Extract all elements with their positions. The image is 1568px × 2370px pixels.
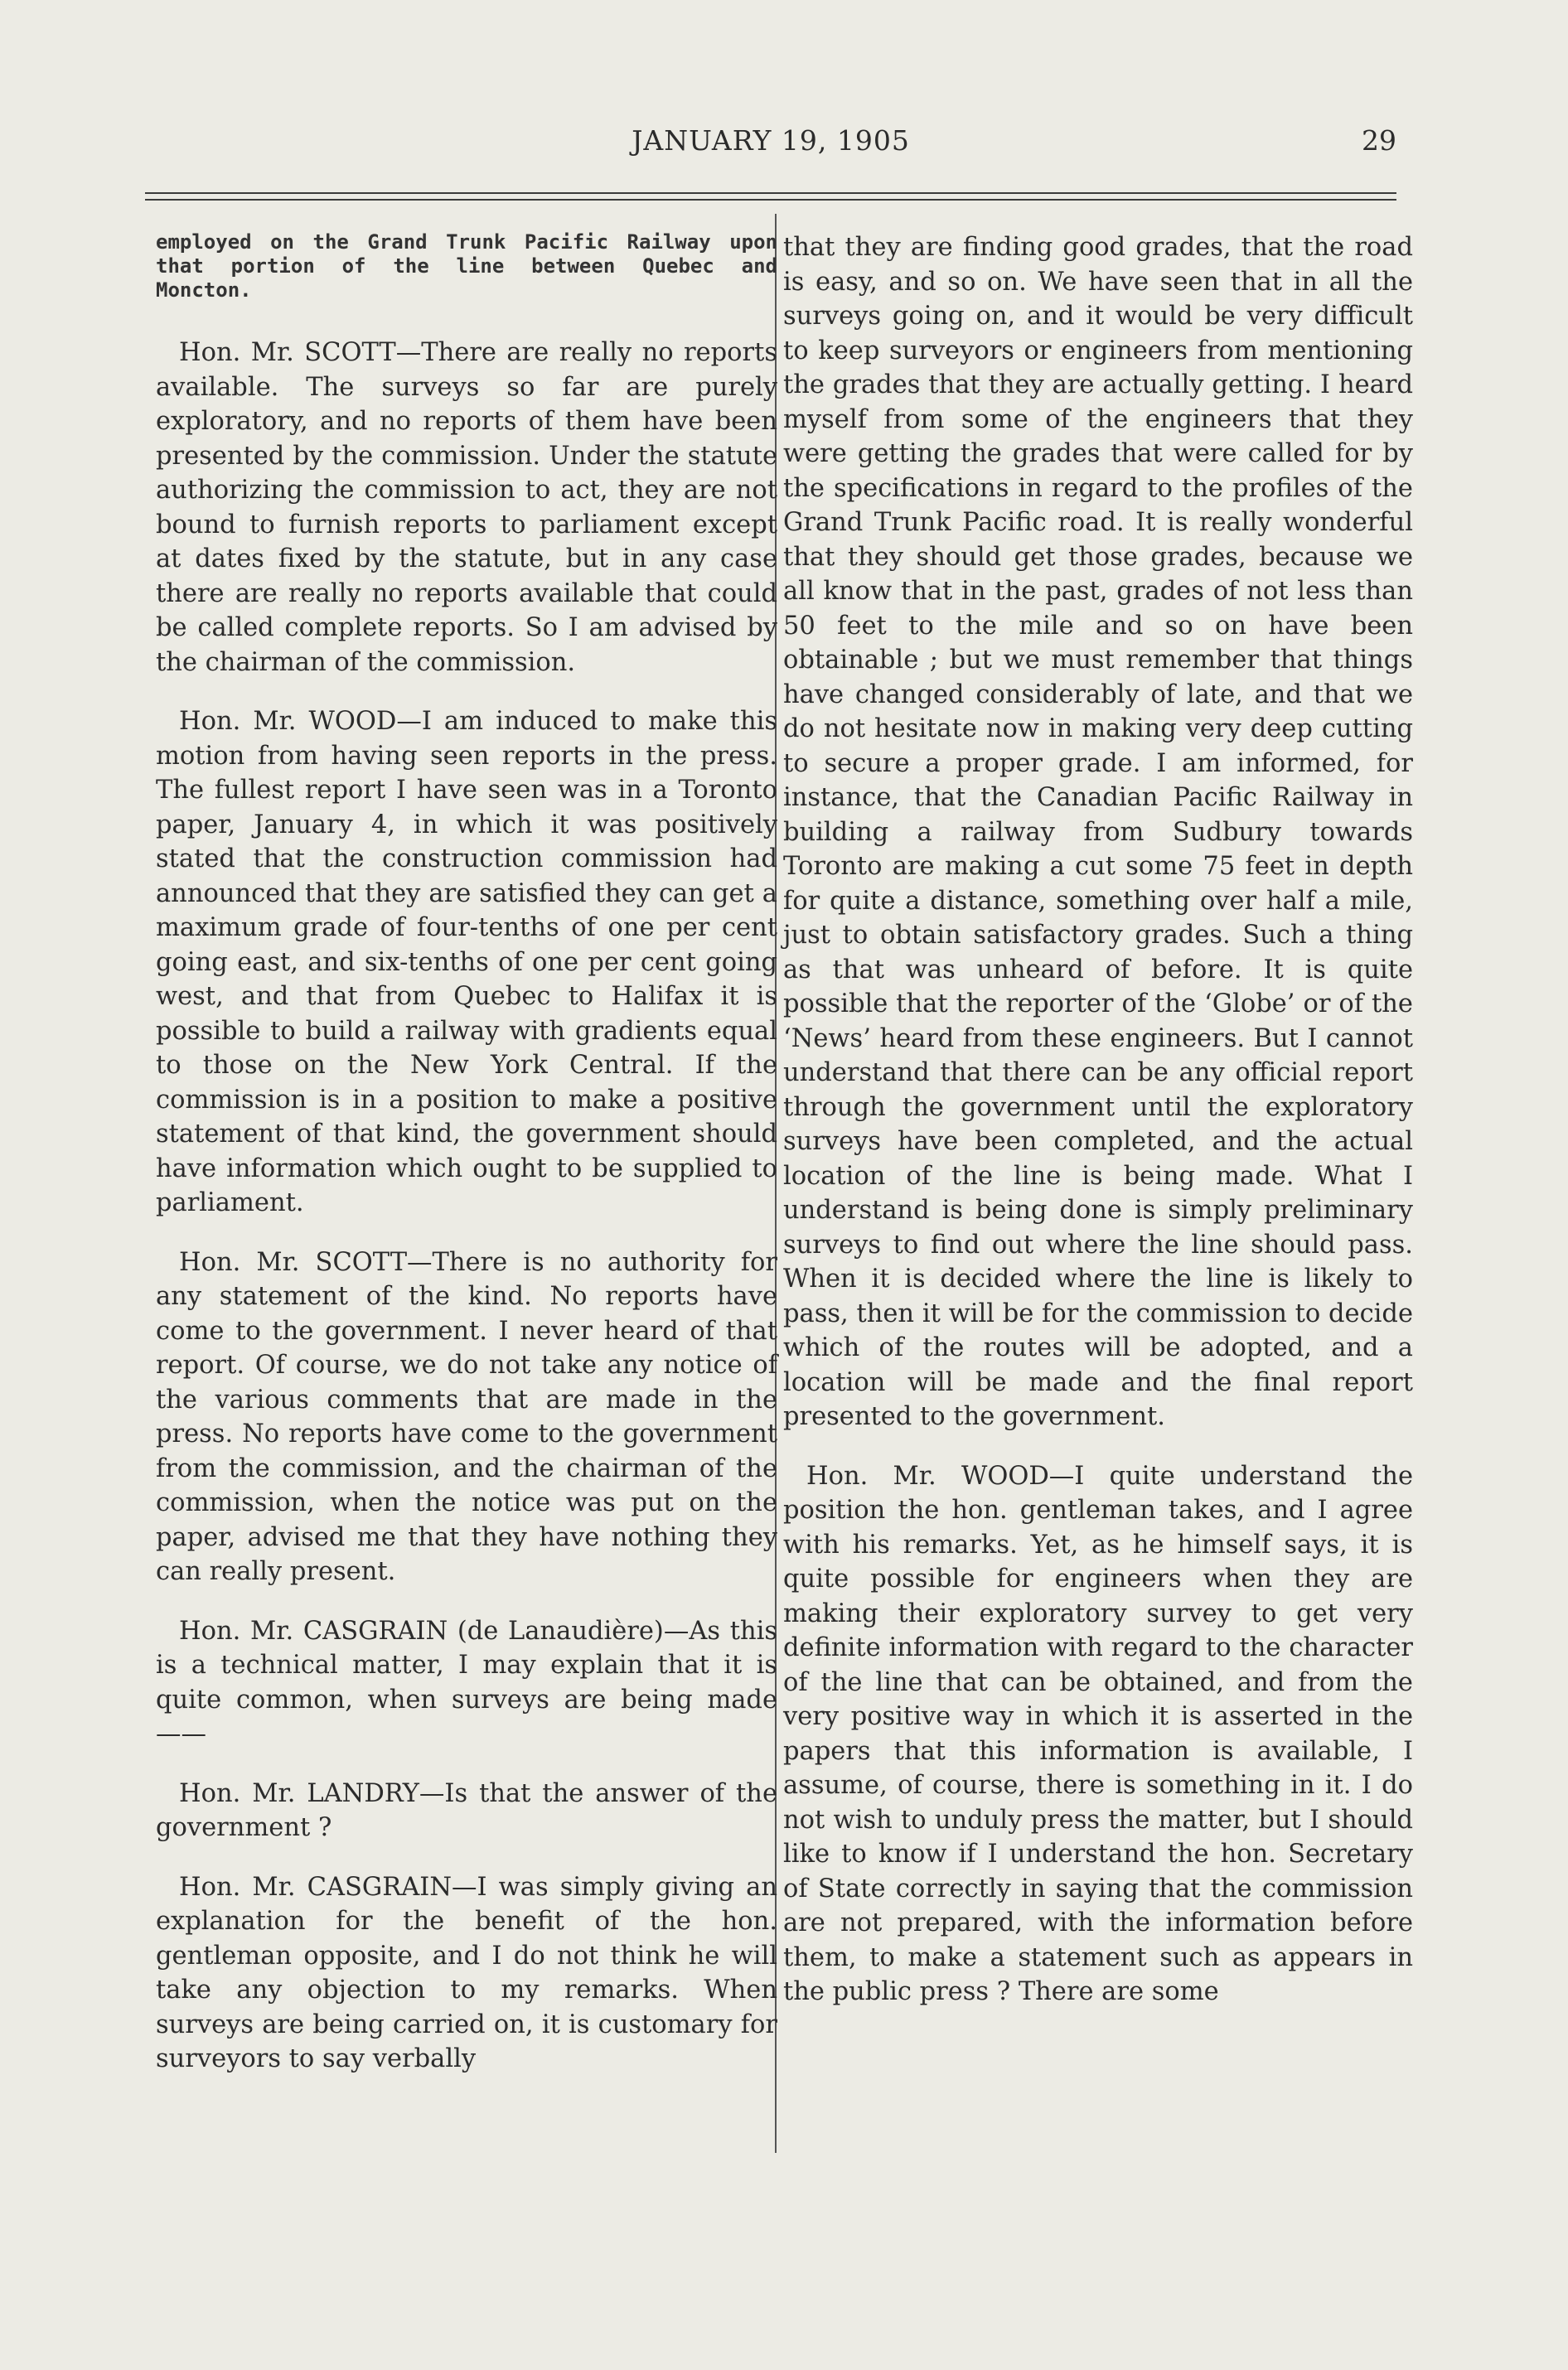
paragraph: Hon. Mr. SCOTT—There are really no reports available. The surveys so far are purely exploratory, and no reports of them have been presented by the commission. Under the statute authorizing the commission to act, they are not bound to furnish reports to parliament except at dates fixed by the statute, but in any case there are really no reports available that could be called complete reports. So I am advised by the chairman of the commission. bbox=[156, 338, 777, 677]
running-head: JANUARY 19, 1905 bbox=[632, 124, 910, 157]
page-number: 29 bbox=[1362, 124, 1396, 157]
paragraph: Hon. Mr. CASGRAIN (de Lanaudière)—As this is a technical matter, I may explain that it is quite common, when surveys are being made—— bbox=[156, 1616, 777, 1748]
header-rule-bottom bbox=[145, 199, 1396, 201]
paragraph: Hon. Mr. SCOTT—There is no authority for any statement of the kind. No reports have come to the government. I never heard of that report. Of course, we do not take any notice of the various comments that are made in the press. No reports have come to the government from the commission, and the chairman of the commission, when the notice was put on the paper, advised me that they have nothing they can really present. bbox=[156, 1247, 777, 1586]
page-header bbox=[145, 124, 1396, 174]
right-column bbox=[783, 230, 1413, 2034]
header-rule-top bbox=[145, 192, 1396, 194]
paragraph: Hon. Mr. WOOD—I am induced to make this motion from having seen reports in the press. The fullest report I have seen was in a Toronto paper, January 4, in which it was positively stated that the construction commission had announced that they are satisfied they can get a maximum grade of four-tenths of one per cent going east, and six-tenths of one per cent going west, and that from Quebec to Halifax it is possible to build a railway with gradients equal to those on the New York Central. If the commission is in a position to make a positive statement of that kind, the government should have information which ought to be supplied to parliament. bbox=[156, 707, 777, 1217]
paragraph: that they are finding good grades, that the road is easy, and so on. We have seen that in all the surveys going on, and it would be very difficult to keep surveyors or engineers from mentioning the grades that they are actually getting. I heard myself from some of the engineers that they were getting the grades that were called for by the specifications in regard to the profiles of the Grand Trunk Pacific road. It is really wonderful that they should get those grades, because we all know that in the past, grades of not less than 50 feet to the mile and so on have been obtainable ; but we must remember that things have changed considerably of late, and that we do not hesitate now in making very deep cutting to secure a proper grade. I am informed, for instance, that the Canadian Pacific Railway in building a railway from Sudbury towards Toronto are making a cut some 75 feet in depth for quite a distance, something over half a mile, just to obtain satisfactory grades. Such a thing as that was unheard of before. It is quite possible that the reporter of the ‘Globe’ or of the ‘News’ heard from these engineers. But I cannot understand that there can be any official report through the government until the exploratory surveys have been completed, and the actual location of the line is being made. What I understand is being done is simply preliminary surveys to find out where the line should pass. When it is decided where the line is likely to pass, then it will be for the commission to decide which of the routes will be adopted, and a location will be made and the final report presented to the government. bbox=[783, 233, 1413, 1431]
paragraph: employed on the Grand Trunk Pacific Railway upon that portion of the line between Quebec and Moncton. bbox=[156, 230, 777, 302]
paragraph: Hon. Mr. LANDRY—Is that the answer of the government ? bbox=[156, 1778, 777, 1842]
paragraph: Hon. Mr. WOOD—I quite understand the position the hon. gentleman takes, and I agree with his remarks. Yet, as he himself says, it is quite possible for engineers when they are making their exploratory survey to get very definite information with regard to the character of the line that can be obtained, and from the very positive way in which it is asserted in the papers that this information is available, I assume, of course, there is something in it. I do not wish to unduly press the matter, but I should like to know if I understand the hon. Secretary of State correctly in saying that the commission are not prepared, with the information before them, to make a statement such as appears in the public press ? There are some bbox=[783, 1461, 1413, 2006]
paragraph: Hon. Mr. CASGRAIN—I was simply giving an explanation for the benefit of the hon. gentleman opposite, and I do not think he will take any objection to my remarks. When surveys are being carried on, it is customary for surveyors to say verbally bbox=[156, 1872, 777, 2073]
left-column bbox=[156, 230, 777, 2102]
